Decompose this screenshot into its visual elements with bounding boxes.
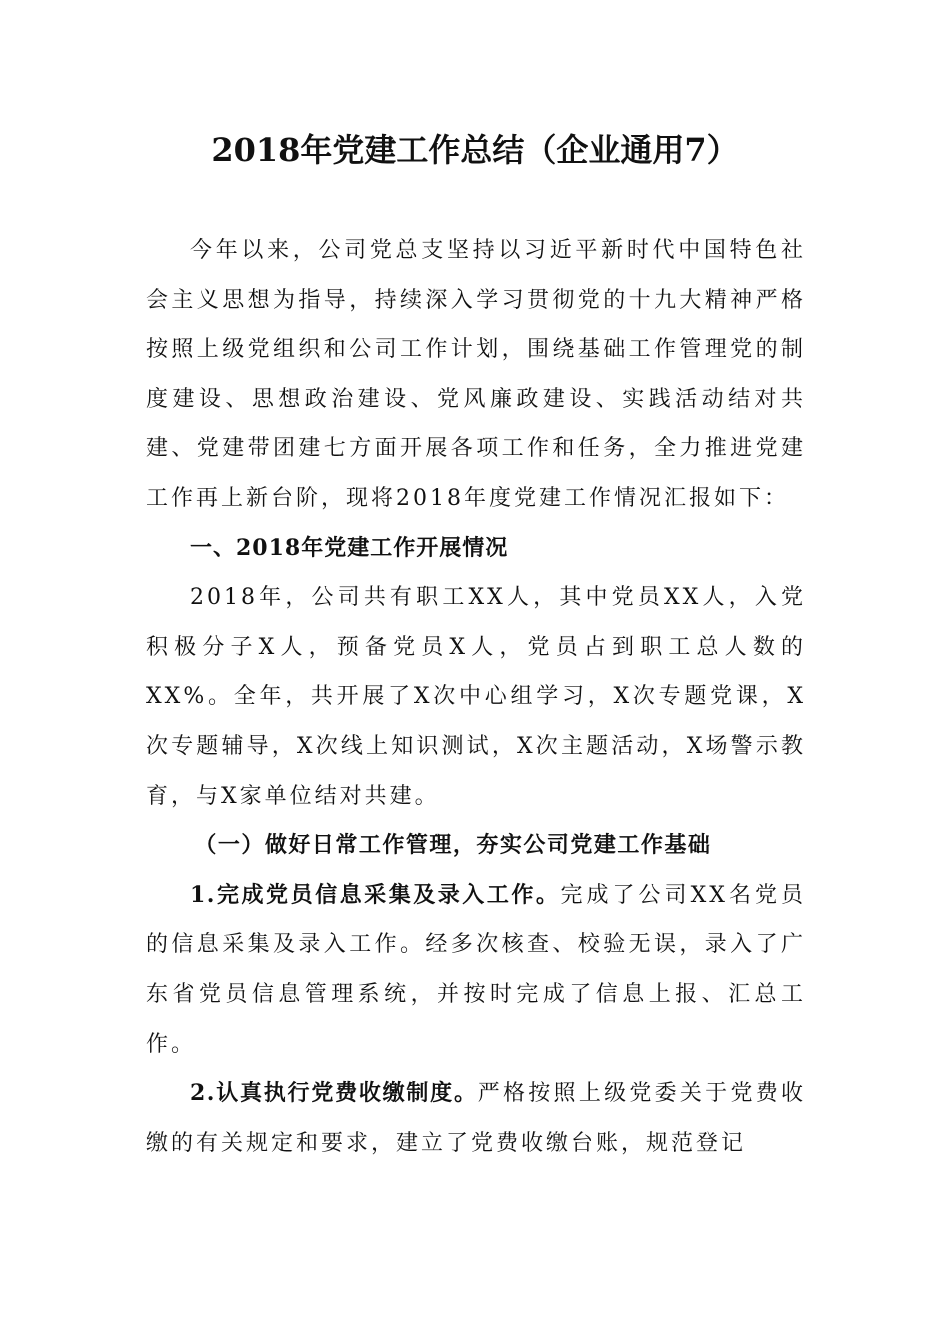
document-body — [146, 226, 806, 1168]
item-lead-2: 2.认真执行党费收缴制度。 — [190, 1080, 478, 1107]
item-paragraph-2 — [146, 1069, 806, 1168]
item-paragraph-1 — [146, 871, 806, 1069]
document-title: 2018年党建工作总结（企业通用7） — [211, 131, 739, 169]
subsection-heading: （一）做好日常工作管理，夯实公司党建工作基础 — [194, 832, 712, 859]
item-text-2: 严格按照上级党委关于党费收缴的有关规定和要求，建立了党费收缴台账，规范登记 — [146, 1081, 806, 1156]
intro-paragraph: 今年以来，公司党总支坚持以习近平新时代中国特色社会主义思想为指导，持续深入学习贯彻党的十九大精神严格按照上级党组织和公司工作计划，围绕基础工作管理党的制度建设、思想政治建设、党风廉政建设、实践活动结对共建、党建带团建七方面开展各项工作和任务，全力推进党建工作再上新台阶，现将2018年度党建工作情况汇报如下： — [146, 238, 806, 511]
item-lead-1: 1.完成党员信息采集及录入工作。 — [190, 881, 561, 908]
section-paragraph: 2018年，公司共有职工XX人，其中党员XX人，入党积极分子X人，预备党员X人，党员占到职工总人数的XX%。全年，共开展了X次中心组学习，X次专题党课，X次专题辅导，X次线上知识测试，X次主题活动，X场警示教育，与X家单位结对共建。 — [146, 585, 806, 809]
section-heading: 一、2018年党建工作开展情况 — [190, 534, 509, 561]
item-text-1: 完成了公司XX名党员的信息采集及录入工作。经多次核查、校验无误，录入了广东省党员信息管理系统，并按时完成了信息上报、汇总工作。 — [146, 882, 807, 1057]
